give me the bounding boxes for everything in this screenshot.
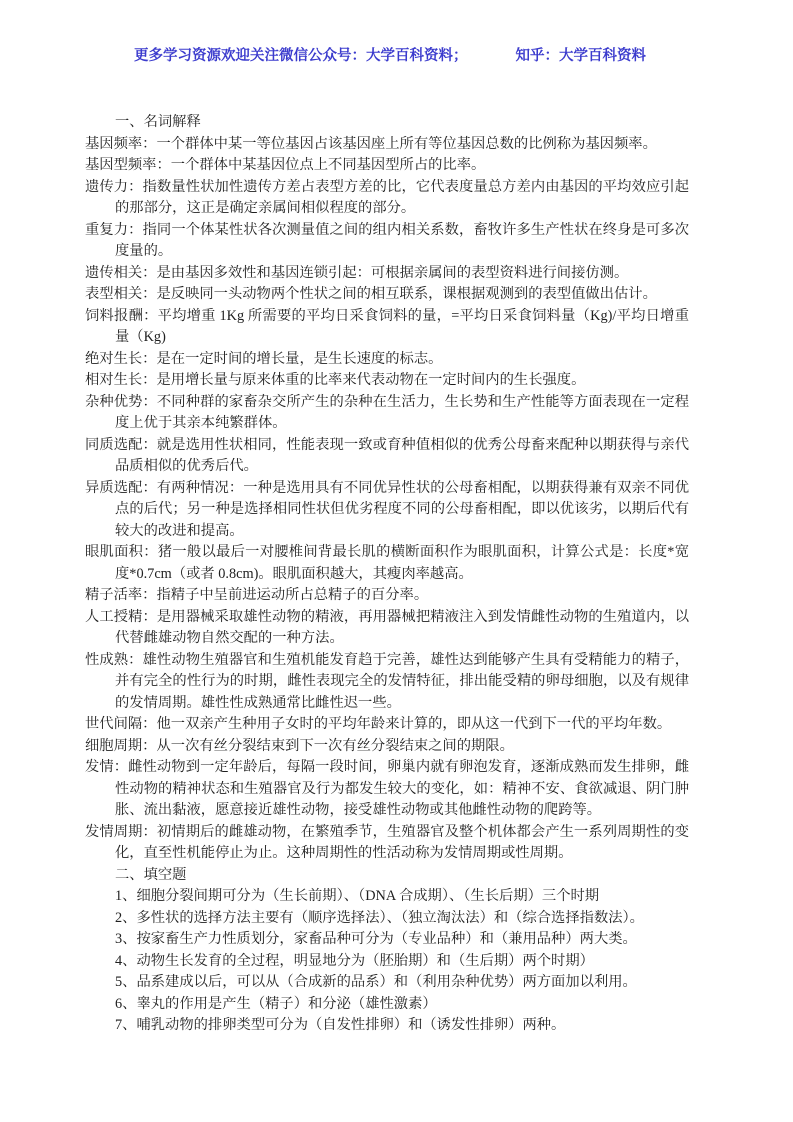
definition-text: 指精子中呈前进运动所占总精子的百分率。 (156, 587, 429, 603)
definition-term: 人工授精： (85, 608, 157, 625)
section-title-definitions: 一、名词解释 (115, 114, 201, 130)
definition-entry (85, 220, 690, 263)
definition-text: 是由基因多效性和基因连锁引起：可根据亲属间的表型资料进行间接仿测。 (156, 264, 629, 281)
definition-term: 遗传相关： (85, 264, 157, 281)
definition-text: 雄性动物生殖器官和生殖机能发育趋于完善，雄性达到能够产生具有受精能力的精子，并有完全的性行为的时期，雌性表现完全的发情特征，排出能受精的卵母细胞，以及有规律的发情周期。雄性性成熟通常比雌性迟一些。 (115, 651, 690, 711)
fill-blank-item: 4、动物生长发育的全过程，明显地分为（胚胎期）和（生后期）两个时期） (115, 952, 594, 969)
definition-term: 基因型频率： (85, 157, 171, 173)
definition-entry (85, 284, 689, 306)
definition-entry (85, 177, 690, 220)
definition-text: 一个群体中某基因位点上不同基因型所占的比率。 (170, 157, 486, 173)
definition-text: 初情期后的雌雄动物，在繁殖季节，生殖器官及整个机体都会产生一系列周期性的变化，直至性机能停止为止。这种周期性的性活动称为发情周期或性周期。 (115, 823, 690, 861)
definition-term: 细胞周期： (85, 737, 157, 754)
definition-term: 表型相关： (85, 286, 157, 302)
definition-text: 是用器械采取雄性动物的精液，再用器械把精液注入到发情雌性动物的生殖道内，以代替雌雄动物自然交配的一种方法。 (115, 608, 690, 646)
definition-text: 是用增长量与原来体重的比率来代表动物在一定时间内的生长强度。 (156, 372, 586, 388)
fill-blank-item: 3、按家畜生产力性质划分，家畜品种可分为（专业品种）和（兼用品种）两大类。 (115, 931, 637, 947)
fill-blank-item: 6、睾丸的作用是产生（精子）和分泌（雄性激素） (115, 995, 437, 1012)
definition-term: 重复力： (85, 221, 143, 238)
fill-blanks-list (115, 886, 689, 1037)
definition-entry (85, 349, 689, 371)
fill-blank-item: 1、细胞分裂间期可分为（生长前期）、（DNA 合成期）、（生长后期）三个时期 (115, 888, 600, 904)
definition-term: 相对生长： (85, 372, 157, 388)
fill-blank-item: 7、哺乳动物的排卵类型可分为（自发性排卵）和（诱发性排卵）两种。 (115, 1017, 566, 1033)
definition-entry (85, 155, 689, 177)
definition-text: 他一双亲产生种用子女时的平均年龄来计算的，即从这一代到下一代的平均年数。 (156, 716, 672, 732)
header-wechat-text: 更多学习资源欢迎关注微信公众号：大学百科资料； (134, 48, 468, 64)
definition-entry (85, 822, 690, 865)
definition-term: 性成熟： (85, 651, 143, 668)
definition-entry (85, 607, 690, 650)
definition-text: 不同种群的家畜杂交所产生的杂种在生活力，生长势和生产性能等方面表现在一定程度上优于其亲本纯繁群体。 (115, 393, 690, 431)
definition-text: 雌性动物到一定年龄后，每隔一段时间，卵巢内就有卵泡发育，逐渐成熟而发生排卵，雌性动物的精神状态和生殖器官及行为都发生较大的变化，如：精神不安、食欲减退、阴门肿胀、流出黏液，愿意接近雄性动物，接受雄性动物或其他雌性动物的爬跨等。 (115, 759, 690, 818)
definitions-list (85, 134, 690, 865)
definition-entry (85, 478, 690, 543)
definition-text: 猪一般以最后一对腰椎间背最长肌的横断面积作为眼肌面积，计算公式是：长度*宽度*0.7cm（或者 0.8cm)。眼肌面积越大，其瘦肉率越高。 (115, 544, 689, 582)
page-header (134, 44, 646, 65)
definition-entry (85, 306, 689, 349)
definition-term: 发情周期： (85, 823, 157, 840)
definition-term: 饲料报酬： (85, 307, 158, 324)
definition-entry (85, 134, 689, 156)
fill-blank-item: 5、品系建成以后，可以从（合成新的品系）和（利用杂种优势）两方面加以利用。 (115, 974, 637, 990)
definition-term: 发情： (85, 759, 129, 775)
definition-term: 眼肌面积： (85, 544, 158, 560)
definition-text: 有两种情况：一种是选用具有不同优异性状的公母畜相配，以期获得兼有双亲不同优点的后代；另一种是选择相同性状但优劣程度不同的公母畜相配，即以优该劣，以期后代有较大的改进和提高。 (115, 479, 690, 539)
fill-blank-item: 2、多性状的选择方法主要有（顺序选择法）、（独立淘汰法）和（综合选择指数法）。 (115, 909, 644, 926)
definition-entry (85, 714, 689, 736)
definition-text: 指同一个体某性状各次测量值之间的组内相关系数，畜牧许多生产性状在终身是可多次度量的。 (115, 221, 690, 259)
definition-term: 基因频率： (85, 135, 157, 152)
definition-text: 平均增重 1Kg 所需要的平均日采食饲料的量，=平均日采食饲料量（Kg)/平均日增重量（Kg) (115, 307, 689, 345)
definition-term: 同质选配： (85, 436, 157, 453)
definition-entry (85, 757, 690, 822)
definition-entry (85, 370, 689, 392)
section-title-fill-blanks: 二、填空题 (115, 866, 187, 883)
definition-entry (85, 650, 690, 715)
definition-entry (85, 736, 689, 758)
definition-entry (85, 263, 689, 285)
definition-text: 一个群体中某一等位基因占该基因座上所有等位基因总数的比例称为基因频率。 (156, 135, 657, 152)
definition-term: 世代间隔： (85, 716, 157, 732)
definition-term: 精子活率： (85, 587, 157, 603)
definition-entry (85, 542, 689, 585)
header-spacer (468, 44, 516, 65)
definition-term: 遗传力： (85, 178, 143, 195)
definition-text: 指数量性状加性遗传方差占表型方差的比，它代表度量总方差内由基因的平均效应引起的那部分，这正是确定亲属间相似程度的部分。 (115, 178, 690, 216)
definition-text: 是反映同一头动物两个性状之间的相互联系，课根据观测到的表型值做出估计。 (156, 286, 657, 302)
definition-entry (85, 392, 690, 435)
definition-text: 就是选用性状相同，性能表现一致或育种值相似的优秀公母畜来配种以期获得与亲代品质相似的优秀后代。 (115, 436, 690, 474)
header-zhihu-text: 知乎：大学百科资料 (515, 48, 646, 64)
definition-term: 绝对生长： (85, 350, 157, 367)
definition-term: 异质选配： (85, 479, 157, 496)
definition-text: 是在一定时间的增长量，是生长速度的标志。 (156, 350, 443, 367)
definition-entry (85, 435, 690, 478)
document-body (85, 112, 690, 1037)
definition-term: 杂种优势： (85, 393, 157, 410)
definition-entry (85, 585, 689, 607)
definition-text: 从一次有丝分裂结束到下一次有丝分裂结束之间的期限。 (156, 737, 514, 754)
